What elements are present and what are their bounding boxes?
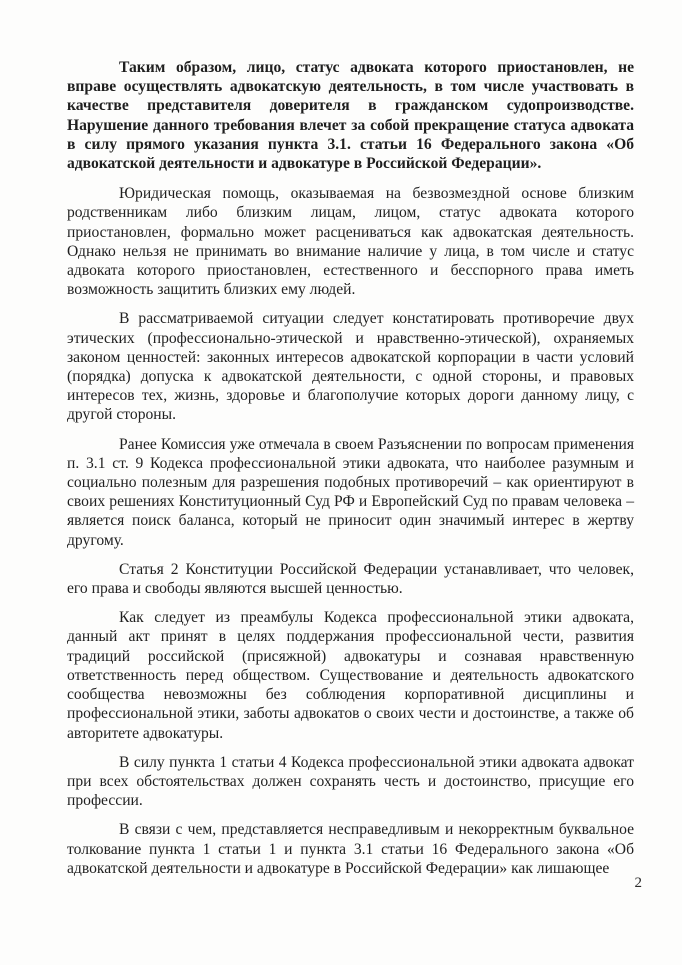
paragraph-interpretation: В связи с чем, представляется несправедливым и некорректным буквальное толкование пункта 1 статьи 1 и пункта 3.1 статьи 16 Федерального закона «Об адвокатской деятельности и адвокатуре в Российской Федерации» как лишающее [67, 821, 634, 877]
paragraph-commission: Ранее Комиссия уже отмечала в своем Разъяснении по вопросам применения п. 3.1 ст. 9 Кодекса профессиональной этики адвоката, что наиболее разумным и социально полезным для разрешения подобных противоречий – как ориентируют в своих решениях Конституционный Суд РФ и Европейский Суд по правам человека – является поиск баланса, который не приносит один значимый интерес в жертву другому. [67, 435, 634, 549]
paragraph-constitution: Статья 2 Конституции Российской Федерации устанавливает, что человек, его права и свободы являются высшей ценностью. [67, 560, 634, 598]
paragraph-preamble: Как следует из преамбулы Кодекса профессиональной этики адвоката, данный акт принят в целях поддержания профессиональной чести, развития традиций российской (присяжной) адвокатуры и сознавая нравственную ответственность перед обществом. Существование и деятельность адвокатского сообщества невозможны без соблюдения корпоративной дисциплины и профессиональной этики, заботы адвокатов о своих чести и достоинстве, а также об авторитете адвокатуры. [67, 609, 634, 742]
paragraph-bold-conclusion: Таким образом, лицо, статус адвоката которого приостановлен, не вправе осуществлять адвокатскую деятельность, в том числе участвовать в качестве представителя доверителя в гражданском судопроизводстве. Нарушение данного требования влечет за собой прекращение статуса адвоката в силу прямого указания пункта 3.1. статьи 16 Федерального закона «Об адвокатской деятельности и адвокатуре в Российской Федерации». [67, 59, 634, 173]
page-number: 2 [634, 875, 642, 891]
paragraph-legal-help: Юридическая помощь, оказываемая на безвозмездной основе близким родственникам либо близким лицам, лицом, статус адвоката которого приостановлен, формально может расцениваться как адвокатская деятельность. Однако нельзя не принимать во внимание наличие у лица, в том числе и статус адвоката которого приостановлен, естественного и бесспорного права иметь возможность защитить близких ему людей. [67, 185, 634, 299]
paragraph-article-4: В силу пункта 1 статьи 4 Кодекса профессиональной этики адвоката адвокат при всех обстоятельствах должен сохранять честь и достоинство, присущие его профессии. [67, 753, 634, 810]
paragraph-contradiction: В рассматриваемой ситуации следует констатировать противоречие двух этических (профессионально-этической и нравственно-этической), охраняемых законом ценностей: законных интересов адвокатской корпорации в части условий (порядка) допуска к адвокатской деятельности, с одной стороны, и правовых интересов тех, жизнь, здоровье и благополучие которых дороги данному лицу, с другой стороны. [67, 310, 634, 424]
